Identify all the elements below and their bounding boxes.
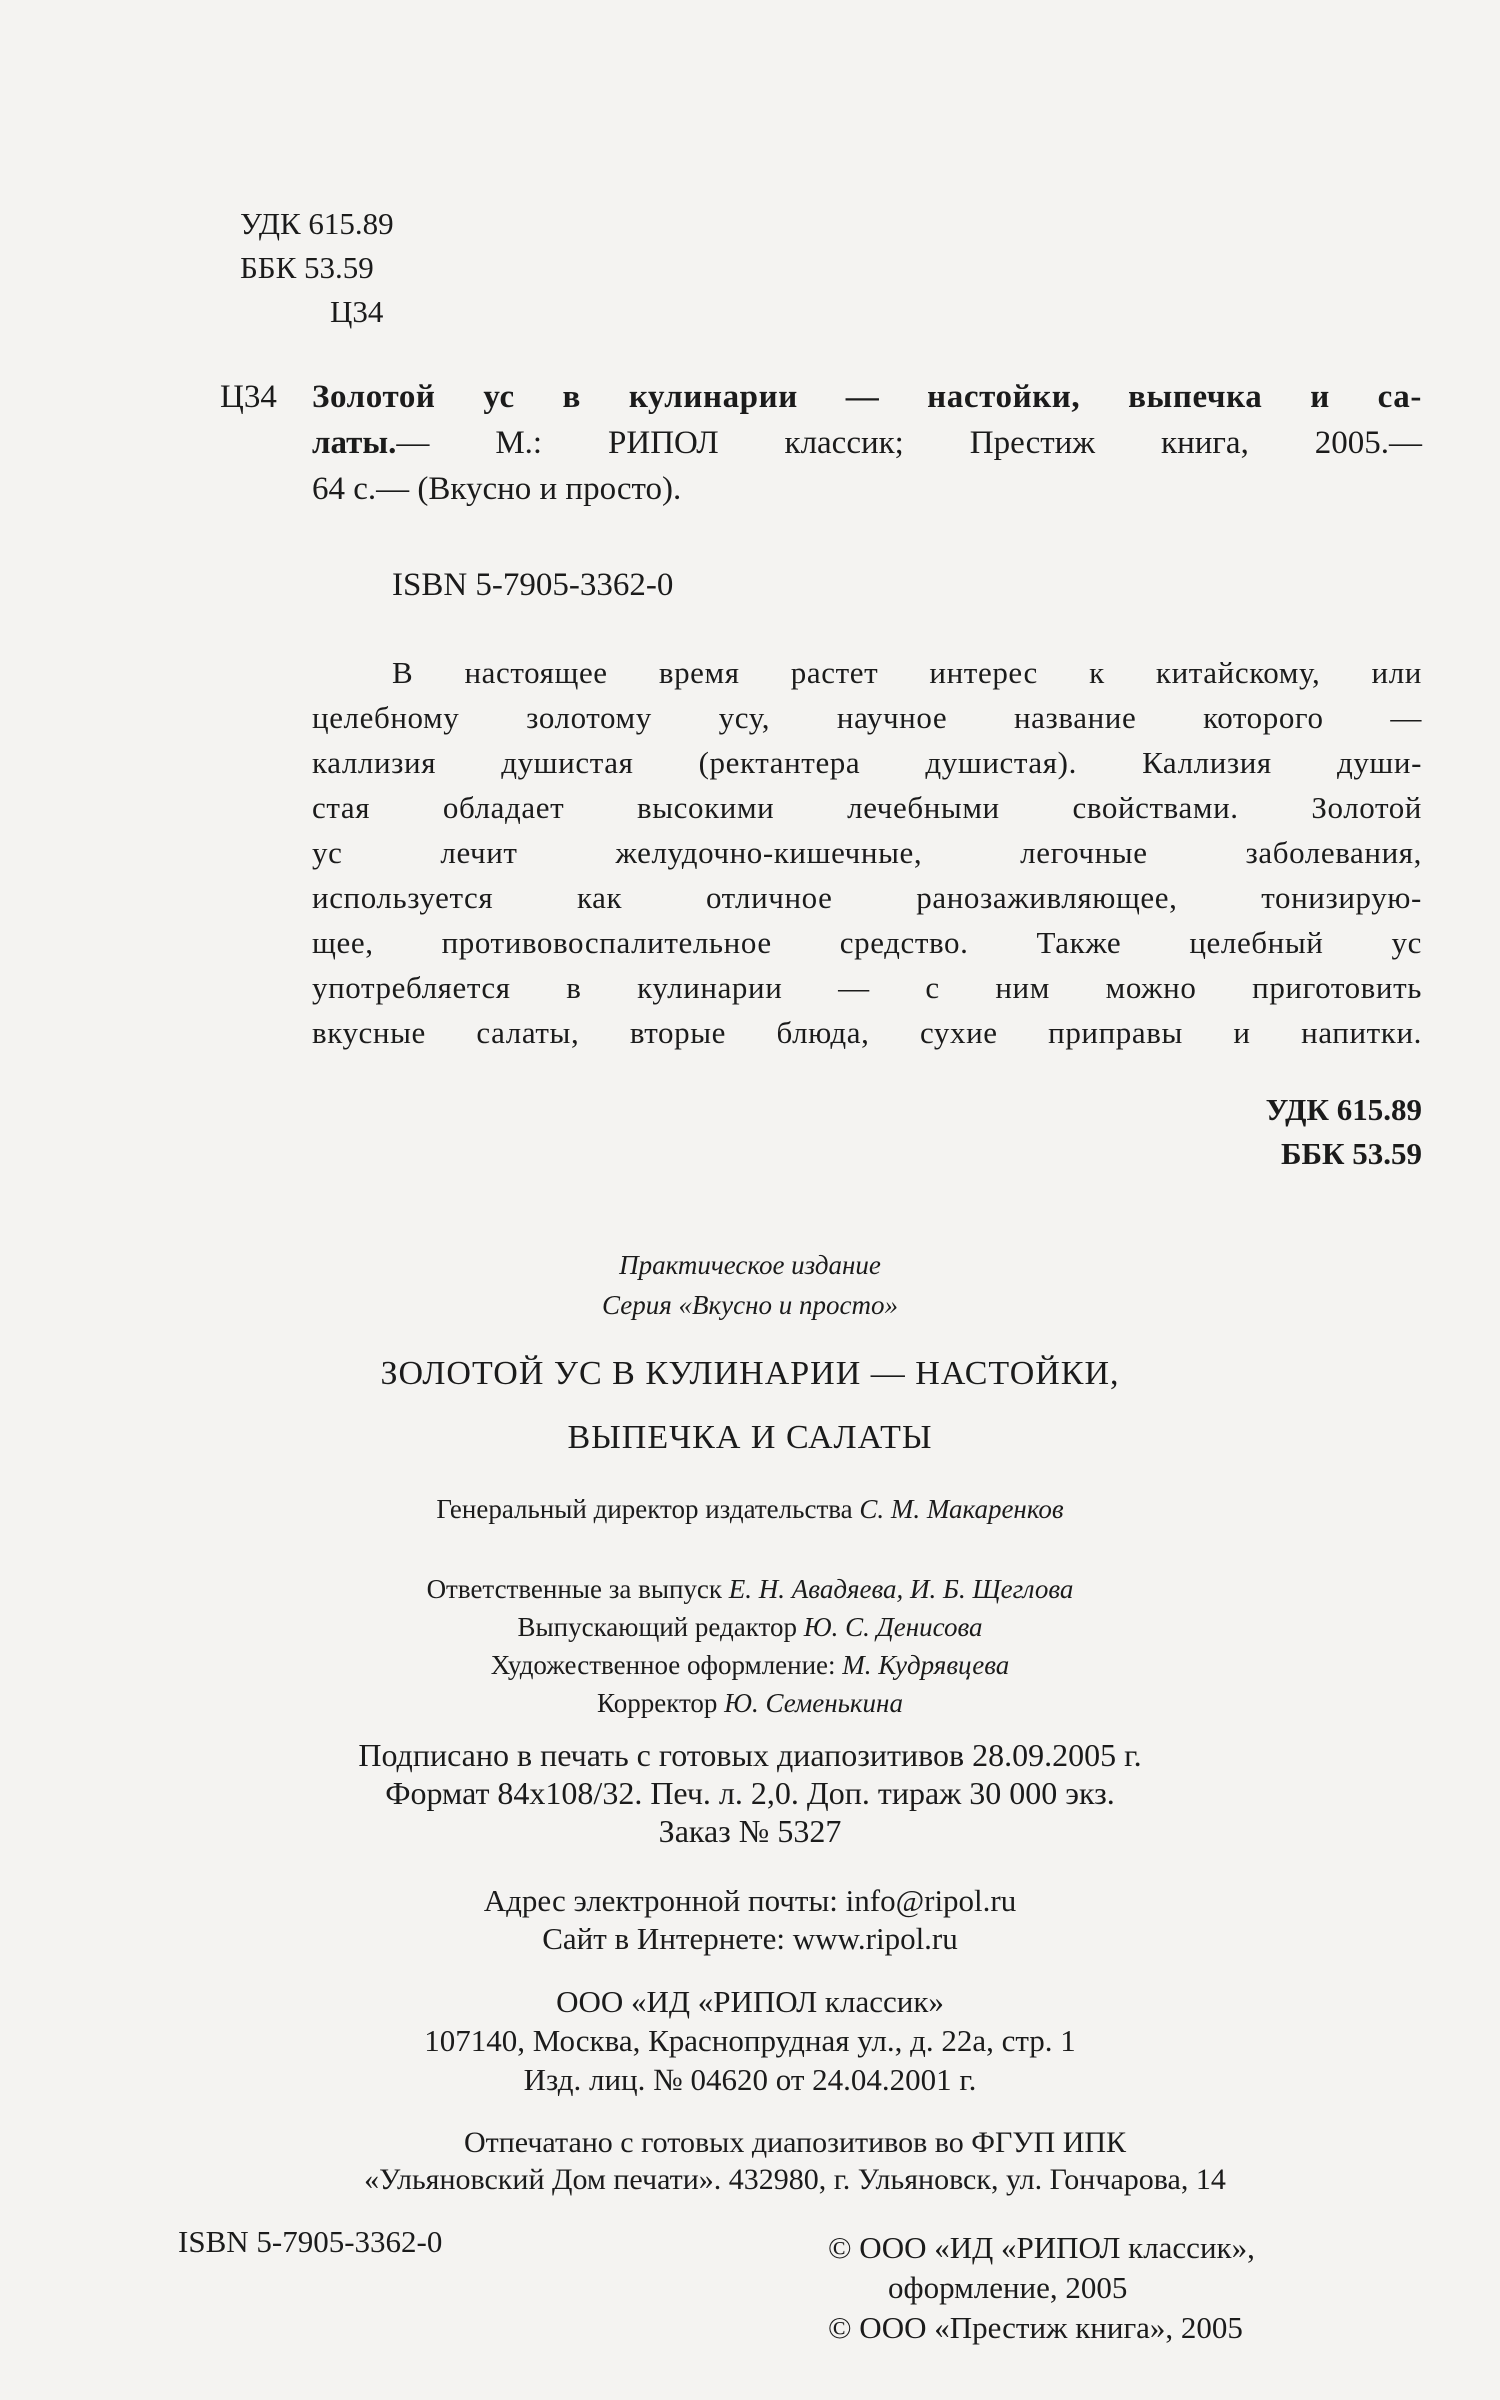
contacts: [0, 1882, 1500, 1958]
annotation-line: вкусные салаты, вторые блюда, сухие приправы и напитки.: [312, 1015, 1422, 1050]
responsible-label: Ответственные за выпуск: [426, 1574, 723, 1604]
annotation-line: стая обладает высокими лечебными свойствами. Золотой: [312, 790, 1422, 825]
corrector-label: Корректор: [597, 1688, 718, 1718]
copyright-block: [828, 2228, 1255, 2348]
annotation-line: целебному золотому усу, научное название которого —: [312, 700, 1422, 735]
editor-line: [0, 1608, 1500, 1646]
signed-line: Подписано в печать с готовых диапозитивов 28.09.2005 г.: [358, 1737, 1142, 1773]
annotation-line: используется как отличное ранозаживляющее, тонизирую-: [312, 880, 1422, 915]
design-line: [0, 1646, 1500, 1684]
biblio-line-2: 64 с.— (Вкусно и просто).: [312, 471, 682, 507]
publisher-address: 107140, Москва, Краснопрудная ул., д. 22а, стр. 1: [424, 2023, 1076, 2058]
biblio-title-cont: латы.: [312, 425, 397, 461]
annotation-line: каллизия душистая (ректантера душистая). Каллизия души-: [312, 745, 1422, 780]
editor-label: Выпускающий редактор: [517, 1612, 797, 1642]
responsible-names: Е. Н. Авадяева, И. Б. Щеглова: [728, 1574, 1074, 1604]
book-title-line-2: ВЫПЕЧКА И САЛАТЫ: [567, 1419, 933, 1456]
publisher-name: ООО «ИД «РИПОЛ классик»: [556, 1984, 944, 2019]
series-name: Серия «Вкусно и просто»: [602, 1290, 898, 1320]
editor-name: Ю. С. Денисова: [803, 1612, 983, 1642]
copyright-line-2: © ООО «Престиж книга», 2005: [828, 2310, 1243, 2345]
header-codes: [240, 202, 394, 334]
site-line: Сайт в Интернете: www.ripol.ru: [542, 1921, 958, 1956]
order-line: Заказ № 5327: [658, 1813, 842, 1849]
email-line: Адрес электронной почты: info@ripol.ru: [483, 1883, 1017, 1918]
corrector-line: [0, 1684, 1500, 1722]
book-title: [0, 1342, 1500, 1470]
right-codes: [1100, 1088, 1422, 1176]
annotation-line: В настоящее время растет интерес к китайскому, или: [392, 655, 1422, 690]
design-name: М. Кудрявцева: [842, 1650, 1010, 1680]
biblio-title: Золотой ус в кулинарии — настойки, выпечка и са-: [312, 379, 1422, 415]
edition-type: Практическое издание: [619, 1250, 881, 1280]
biblio-block: [312, 374, 1422, 512]
publisher-license: Изд. лиц. № 04620 от 24.04.2001 г.: [523, 2062, 977, 2097]
format-line: Формат 84x108/32. Печ. л. 2,0. Доп. тираж 30 000 экз.: [385, 1775, 1115, 1811]
annotation: [312, 650, 1422, 1055]
annotation-line: щее, противовоспалительное средство. Также целебный ус: [312, 925, 1422, 960]
printer-line-1: Отпечатано с готовых диапозитивов во ФГУП ИПК: [463, 2126, 1127, 2159]
biblio-line-1: [312, 420, 1422, 466]
annotation-line: ус лечит желудочно-кишечные, легочные заболевания,: [312, 835, 1422, 870]
responsible-line: [0, 1570, 1500, 1608]
staff-block: [0, 1570, 1500, 1722]
copyright-line-1: © ООО «ИД «РИПОЛ классик»,: [828, 2230, 1255, 2265]
copyright-line-1-cont: оформление, 2005: [888, 2270, 1128, 2305]
printer: [150, 2124, 1440, 2198]
director-line: [0, 1490, 1500, 1528]
annotation-line: употребляется в кулинарии — с ним можно приготовить: [312, 970, 1422, 1005]
udk-code: УДК 615.89: [240, 206, 394, 241]
udk-code-right: УДК 615.89: [1265, 1092, 1422, 1127]
biblio-isbn: ISBN 5-7905-3362-0: [392, 567, 674, 603]
footer-isbn: ISBN 5-7905-3362-0: [178, 2224, 443, 2259]
corrector-name: Ю. Семенькина: [724, 1688, 903, 1718]
biblio-publisher: — М.: РИПОЛ классик; Престиж книга, 2005.—: [396, 425, 1422, 461]
print-data: [0, 1736, 1500, 1850]
printer-line-2: «Ульяновский Дом печати». 432980, г. Ульяновск, ул. Гончарова, 14: [364, 2163, 1226, 2196]
bbk-code-right: ББК 53.59: [1281, 1136, 1422, 1171]
publisher: [0, 1982, 1500, 2099]
design-label: Художественное оформление:: [490, 1650, 836, 1680]
director-label: Генеральный директор издательства: [436, 1494, 853, 1524]
author-mark: Ц34: [330, 294, 384, 329]
biblio-mark: Ц34: [220, 379, 277, 415]
book-title-line-1: ЗОЛОТОЙ УС В КУЛИНАРИИ — НАСТОЙКИ,: [380, 1355, 1120, 1392]
bbk-code: ББК 53.59: [240, 250, 374, 285]
director-name: С. М. Макаренков: [859, 1494, 1064, 1524]
